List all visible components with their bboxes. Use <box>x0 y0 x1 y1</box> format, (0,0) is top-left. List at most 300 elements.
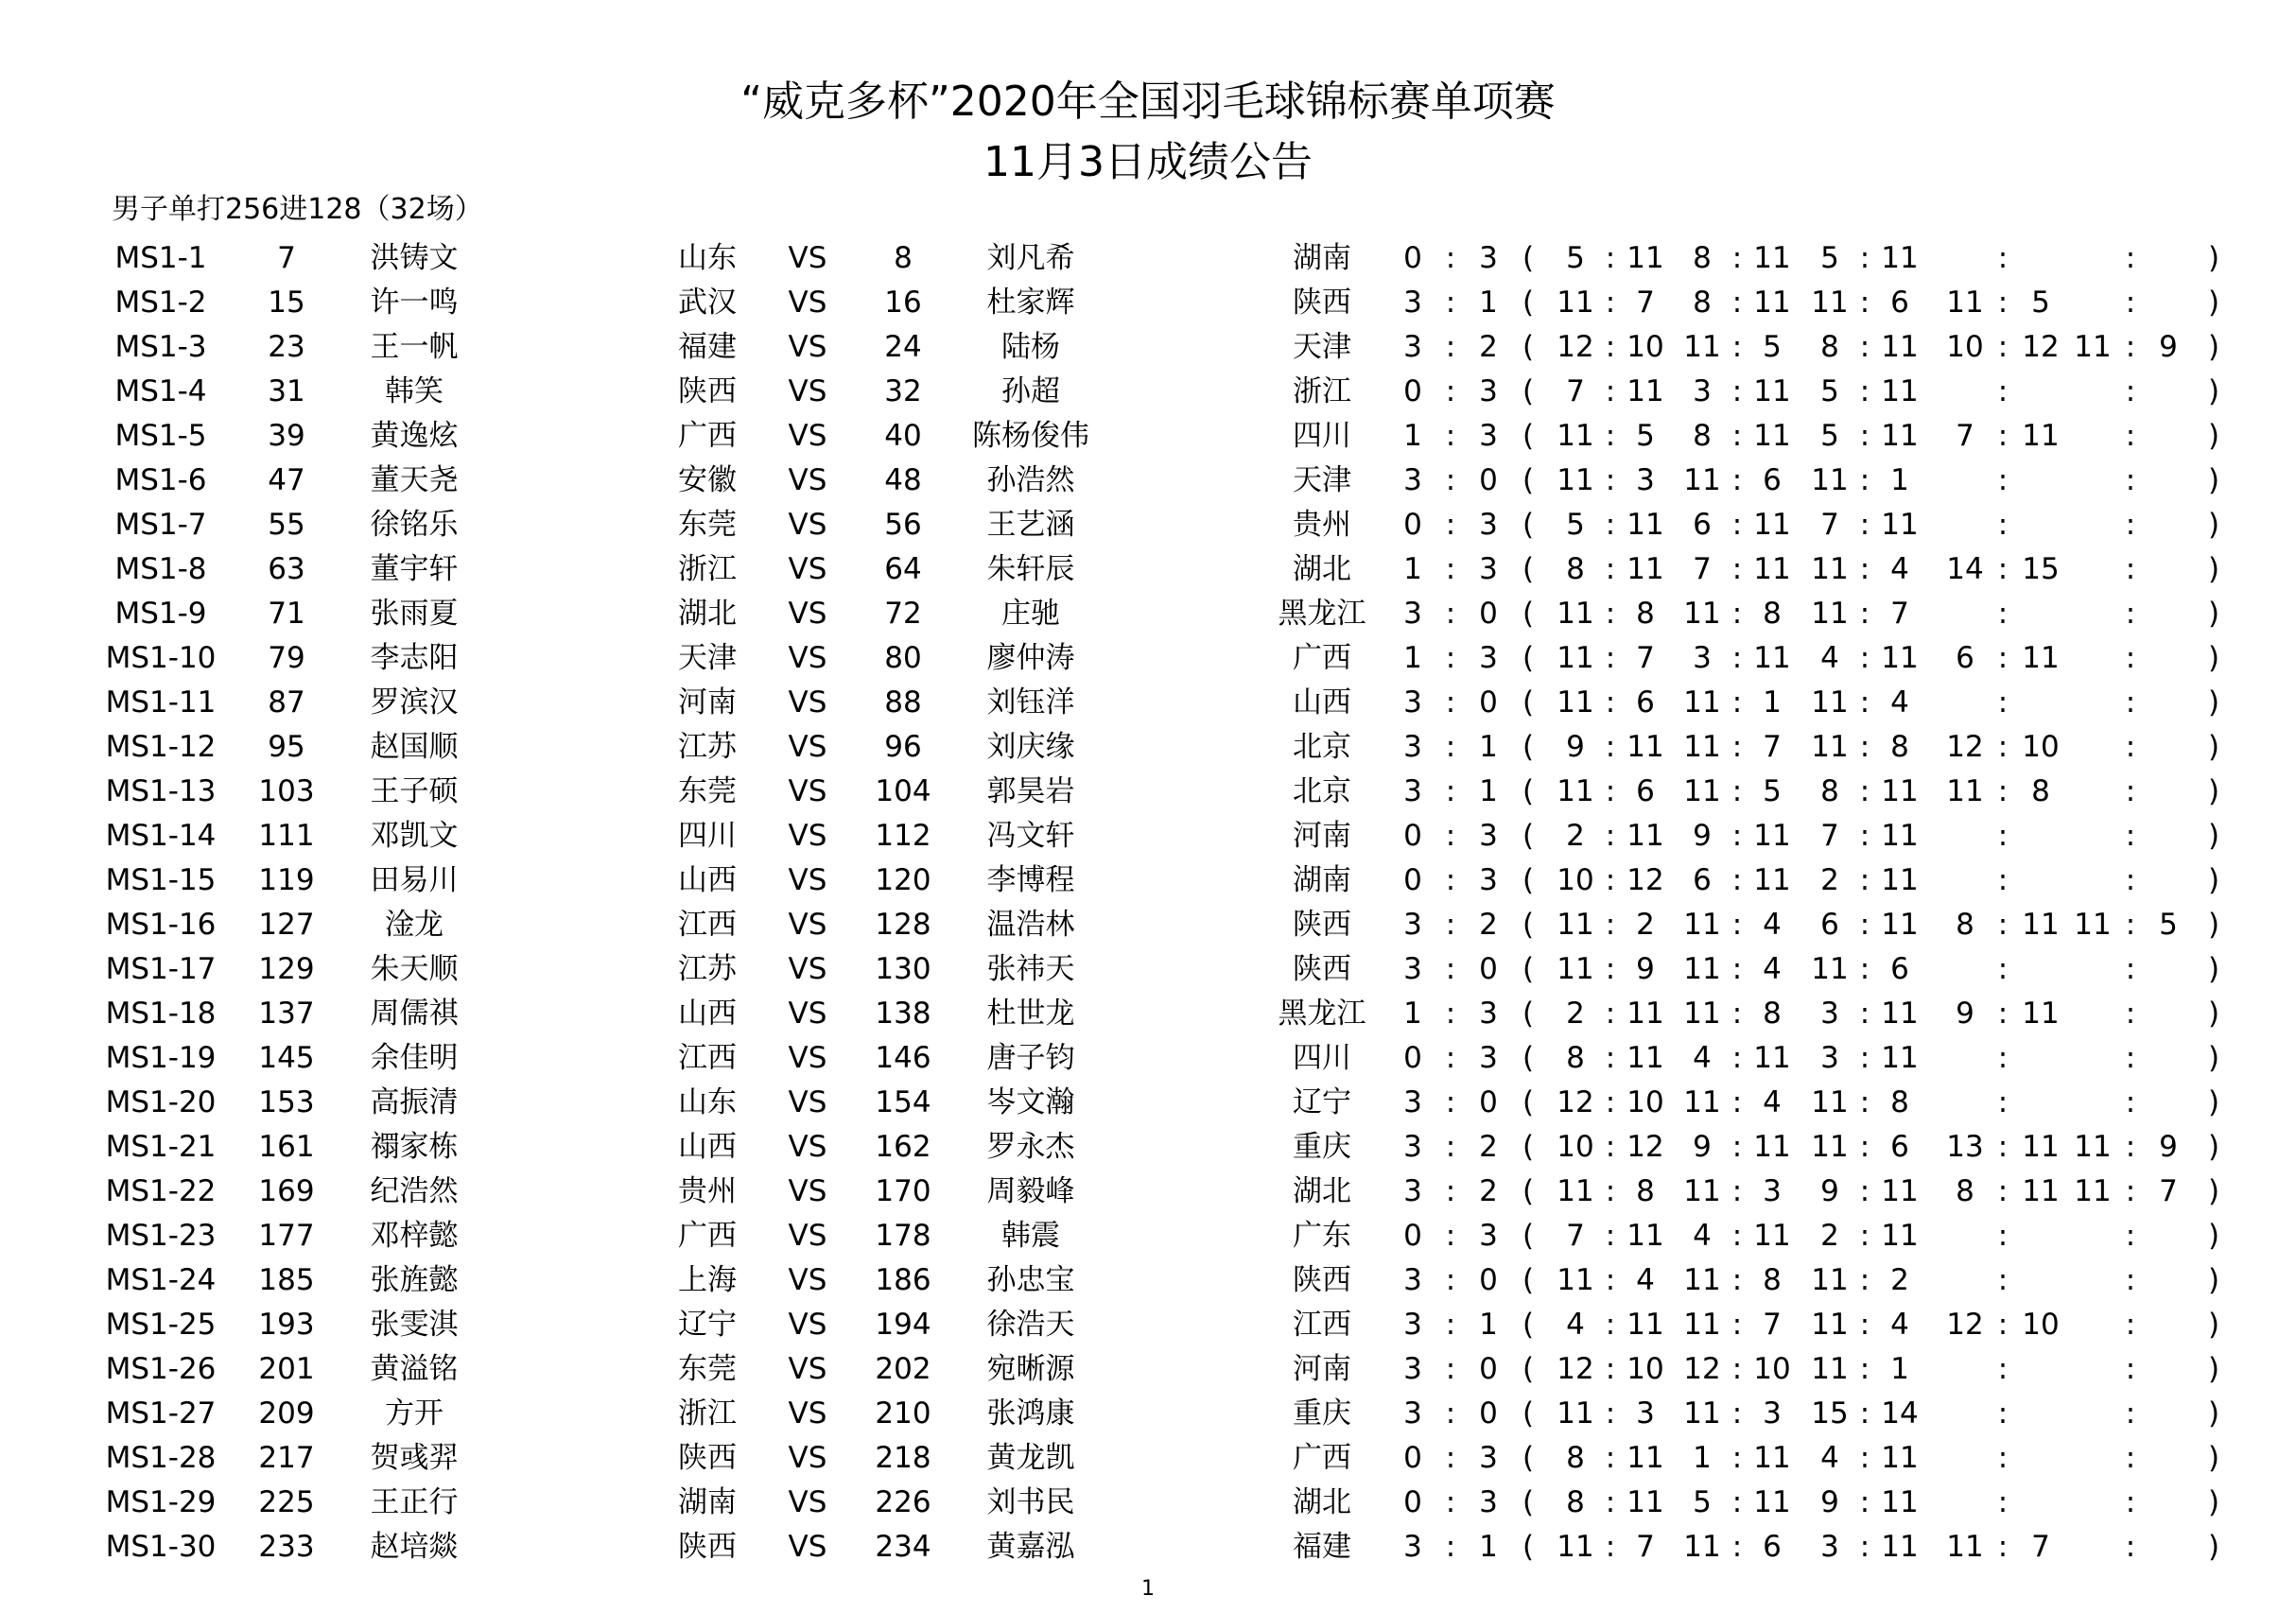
game-colon: : <box>1605 463 1616 497</box>
game-colon: : <box>2125 1352 2136 1386</box>
paren-open: ( <box>1522 286 1535 320</box>
player2-name: 韩震 <box>1001 1219 1060 1253</box>
player1-seed: 23 <box>268 330 305 364</box>
game-2-score-2: 10 <box>1753 1352 1791 1386</box>
match-score-2: 0 <box>1479 1263 1498 1297</box>
player1-seed: 209 <box>258 1396 315 1431</box>
game-3-score-2: 11 <box>1881 819 1919 853</box>
page-title: “威克多杯”2020年全国羽毛球锦标赛单项赛 <box>740 78 1556 126</box>
match-score-1: 0 <box>1403 1041 1422 1075</box>
player1-seed: 103 <box>258 774 315 808</box>
game-3-score-2: 11 <box>1881 997 1919 1031</box>
player1-team: 陕西 <box>678 1441 737 1475</box>
player2-name: 刘庆缘 <box>986 730 1075 764</box>
match-score-2: 2 <box>1479 908 1498 942</box>
game-2-score-1: 11 <box>1683 1530 1721 1564</box>
table-row <box>0 325 2296 370</box>
game-colon: : <box>2125 730 2136 764</box>
paren-open: ( <box>1522 1441 1535 1475</box>
game-4-score-2: 11 <box>2022 997 2060 1031</box>
player1-team: 河南 <box>678 685 737 720</box>
player2-seed: 226 <box>875 1485 931 1519</box>
game-colon: : <box>1605 730 1616 764</box>
game-colon: : <box>1731 685 1743 720</box>
player1-name: 董宇轩 <box>370 552 459 586</box>
match-id: MS1-1 <box>114 241 207 275</box>
game-1-score-1: 11 <box>1557 286 1594 320</box>
game-colon: : <box>1859 685 1870 720</box>
game-colon: : <box>1859 1263 1870 1297</box>
game-colon: : <box>2125 1174 2136 1208</box>
game-2-score-1: 11 <box>1683 1085 1721 1119</box>
game-3-score-1: 6 <box>1820 908 1839 942</box>
game-3-score-2: 6 <box>1890 286 1909 320</box>
game-colon: : <box>1997 463 2009 497</box>
game-4-score-2: 11 <box>2022 1130 2060 1164</box>
game-colon: : <box>1859 1130 1870 1164</box>
game-2-score-2: 11 <box>1753 819 1791 853</box>
match-score-2: 3 <box>1479 1041 1498 1075</box>
game-colon: : <box>1731 641 1743 675</box>
game-3-score-1: 4 <box>1820 641 1839 675</box>
player2-team: 广西 <box>1293 1441 1351 1475</box>
player2-seed: 186 <box>875 1263 931 1297</box>
table-row <box>0 681 2296 725</box>
match-score-2: 1 <box>1479 286 1498 320</box>
player2-seed: 72 <box>884 597 922 631</box>
game-3-score-2: 14 <box>1881 1396 1919 1431</box>
table-row <box>0 770 2296 814</box>
game-colon: : <box>2125 1219 2136 1253</box>
paren-close: ) <box>2207 1308 2220 1342</box>
game-colon: : <box>1731 374 1743 408</box>
player1-team: 广西 <box>678 1219 737 1253</box>
match-id: MS1-28 <box>105 1441 217 1475</box>
game-colon: : <box>1859 463 1870 497</box>
paren-open: ( <box>1522 552 1535 586</box>
match-id: MS1-15 <box>105 863 217 897</box>
match-score-1: 0 <box>1403 1441 1422 1475</box>
score-colon: : <box>1445 1174 1456 1208</box>
player1-name: 赵培燚 <box>370 1530 459 1564</box>
player1-name: 张雨夏 <box>370 597 459 631</box>
player2-team: 黑龙江 <box>1278 997 1366 1031</box>
game-colon: : <box>1605 508 1616 542</box>
vs-label: VS <box>788 1308 827 1342</box>
game-5-score-2: 5 <box>2159 908 2178 942</box>
game-4-score-1: 14 <box>1946 552 1984 586</box>
player1-name: 王子硕 <box>370 774 459 808</box>
vs-label: VS <box>788 597 827 631</box>
game-colon: : <box>1731 908 1743 942</box>
player1-team: 安徽 <box>678 463 737 497</box>
game-colon: : <box>1605 1441 1616 1475</box>
player2-name: 冯文轩 <box>986 819 1075 853</box>
player2-seed: 178 <box>875 1219 931 1253</box>
game-colon: : <box>1605 597 1616 631</box>
game-2-score-2: 4 <box>1763 908 1782 942</box>
game-3-score-2: 11 <box>1881 1530 1919 1564</box>
game-colon: : <box>1731 419 1743 453</box>
game-5-score-1: 11 <box>2074 908 2112 942</box>
game-3-score-2: 4 <box>1890 685 1909 720</box>
match-score-1: 3 <box>1403 774 1422 808</box>
game-colon: : <box>1731 1441 1743 1475</box>
player1-team: 山东 <box>678 1085 737 1119</box>
player1-team: 东莞 <box>678 1352 737 1386</box>
paren-close: ) <box>2207 641 2220 675</box>
game-colon: : <box>1605 1085 1616 1119</box>
match-id: MS1-10 <box>105 641 217 675</box>
game-1-score-2: 7 <box>1636 286 1655 320</box>
game-2-score-1: 9 <box>1693 1130 1712 1164</box>
player1-name: 禤家栋 <box>370 1130 459 1164</box>
score-colon: : <box>1445 1041 1456 1075</box>
game-1-score-1: 4 <box>1566 1308 1585 1342</box>
player1-team: 江西 <box>678 908 737 942</box>
vs-label: VS <box>788 1174 827 1208</box>
game-2-score-1: 11 <box>1683 952 1721 986</box>
player1-name: 黄溢铭 <box>370 1352 459 1386</box>
player1-name: 邓梓懿 <box>370 1219 459 1253</box>
table-row <box>0 903 2296 947</box>
game-colon: : <box>2125 819 2136 853</box>
game-colon: : <box>2125 774 2136 808</box>
game-colon: : <box>1731 1263 1743 1297</box>
game-1-score-1: 11 <box>1557 463 1594 497</box>
paren-close: ) <box>2207 774 2220 808</box>
game-colon: : <box>1731 1485 1743 1519</box>
score-colon: : <box>1445 330 1456 364</box>
player2-name: 杜家辉 <box>986 286 1075 320</box>
player1-team: 浙江 <box>678 1396 737 1431</box>
match-score-1: 3 <box>1403 597 1422 631</box>
game-colon: : <box>1859 997 1870 1031</box>
match-score-1: 0 <box>1403 1219 1422 1253</box>
vs-label: VS <box>788 1219 827 1253</box>
player2-name: 廖仲涛 <box>986 641 1075 675</box>
player2-team: 重庆 <box>1293 1396 1351 1431</box>
match-score-1: 1 <box>1403 552 1422 586</box>
game-1-score-1: 5 <box>1566 508 1585 542</box>
game-2-score-2: 11 <box>1753 863 1791 897</box>
player1-name: 王一帆 <box>370 330 459 364</box>
game-2-score-1: 11 <box>1683 1308 1721 1342</box>
game-4-score-1: 9 <box>1956 997 1974 1031</box>
match-score-2: 1 <box>1479 1308 1498 1342</box>
game-2-score-2: 8 <box>1763 1263 1782 1297</box>
game-colon: : <box>1731 508 1743 542</box>
paren-close: ) <box>2207 552 2220 586</box>
game-colon: : <box>1859 241 1870 275</box>
match-id: MS1-17 <box>105 952 217 986</box>
player2-seed: 88 <box>884 685 922 720</box>
player1-name: 徐铭乐 <box>370 508 459 542</box>
game-2-score-1: 6 <box>1693 863 1712 897</box>
paren-open: ( <box>1522 730 1535 764</box>
game-colon: : <box>1605 1352 1616 1386</box>
vs-label: VS <box>788 286 827 320</box>
game-colon: : <box>2125 1485 2136 1519</box>
player1-seed: 111 <box>258 819 315 853</box>
game-colon: : <box>2125 419 2136 453</box>
game-colon: : <box>1859 952 1870 986</box>
player2-name: 孙浩然 <box>986 463 1075 497</box>
player2-seed: 128 <box>875 908 931 942</box>
game-2-score-1: 12 <box>1683 1352 1721 1386</box>
game-2-score-1: 9 <box>1693 819 1712 853</box>
player1-team: 山西 <box>678 997 737 1031</box>
player1-name: 黄逸炫 <box>370 419 459 453</box>
player1-team: 山西 <box>678 1130 737 1164</box>
player2-name: 孙超 <box>1001 374 1060 408</box>
player2-name: 黄嘉泓 <box>986 1530 1075 1564</box>
game-2-score-2: 11 <box>1753 1485 1791 1519</box>
match-score-1: 3 <box>1403 1396 1422 1431</box>
game-1-score-2: 10 <box>1626 330 1664 364</box>
game-3-score-1: 11 <box>1811 730 1849 764</box>
game-5-score-1: 11 <box>2074 330 2112 364</box>
table-row <box>0 1081 2296 1125</box>
game-2-score-1: 8 <box>1693 286 1712 320</box>
paren-close: ) <box>2207 1174 2220 1208</box>
game-2-score-2: 4 <box>1763 952 1782 986</box>
player1-seed: 217 <box>258 1441 315 1475</box>
paren-close: ) <box>2207 1352 2220 1386</box>
game-4-score-1: 10 <box>1946 330 1984 364</box>
player1-seed: 153 <box>258 1085 315 1119</box>
paren-close: ) <box>2207 330 2220 364</box>
section-title: 男子单打256进128（32场） <box>112 193 483 226</box>
game-colon: : <box>1605 1130 1616 1164</box>
vs-label: VS <box>788 730 827 764</box>
match-score-2: 3 <box>1479 1485 1498 1519</box>
player1-name: 罗滨汉 <box>370 685 459 720</box>
game-colon: : <box>1605 908 1616 942</box>
game-1-score-2: 11 <box>1626 819 1664 853</box>
match-id: MS1-5 <box>114 419 207 453</box>
player1-team: 天津 <box>678 641 737 675</box>
game-3-score-1: 11 <box>1811 1352 1849 1386</box>
score-colon: : <box>1445 1263 1456 1297</box>
match-score-1: 3 <box>1403 330 1422 364</box>
game-colon: : <box>2125 1085 2136 1119</box>
match-score-2: 3 <box>1479 1441 1498 1475</box>
game-colon: : <box>2125 597 2136 631</box>
game-colon: : <box>1859 1352 1870 1386</box>
game-colon: : <box>2125 997 2136 1031</box>
vs-label: VS <box>788 419 827 453</box>
game-colon: : <box>1859 730 1870 764</box>
game-3-score-1: 11 <box>1811 1263 1849 1297</box>
game-colon: : <box>1859 330 1870 364</box>
player1-name: 张旌懿 <box>370 1263 459 1297</box>
game-colon: : <box>1605 1219 1616 1253</box>
game-colon: : <box>1997 374 2009 408</box>
player2-seed: 104 <box>875 774 931 808</box>
game-3-score-2: 8 <box>1890 730 1909 764</box>
game-3-score-2: 11 <box>1881 1174 1919 1208</box>
player1-seed: 79 <box>268 641 305 675</box>
game-1-score-2: 11 <box>1626 1308 1664 1342</box>
score-colon: : <box>1445 685 1456 720</box>
player1-team: 四川 <box>678 819 737 853</box>
game-colon: : <box>1605 863 1616 897</box>
score-colon: : <box>1445 1530 1456 1564</box>
game-colon: : <box>1605 1530 1616 1564</box>
game-2-score-1: 4 <box>1693 1041 1712 1075</box>
game-2-score-1: 5 <box>1693 1485 1712 1519</box>
match-id: MS1-18 <box>105 997 217 1031</box>
player1-name: 许一鸣 <box>370 286 459 320</box>
game-3-score-2: 11 <box>1881 908 1919 942</box>
player1-seed: 71 <box>268 597 305 631</box>
game-colon: : <box>2125 863 2136 897</box>
game-5-score-2: 9 <box>2159 1130 2178 1164</box>
game-4-score-2: 11 <box>2022 1174 2060 1208</box>
game-3-score-2: 11 <box>1881 1441 1919 1475</box>
table-row <box>0 1347 2296 1392</box>
game-1-score-2: 7 <box>1636 641 1655 675</box>
paren-open: ( <box>1522 1308 1535 1342</box>
game-colon: : <box>1605 1041 1616 1075</box>
game-3-score-2: 1 <box>1890 1352 1909 1386</box>
player2-team: 天津 <box>1293 463 1351 497</box>
game-4-score-1: 6 <box>1956 641 1974 675</box>
game-2-score-1: 11 <box>1683 1174 1721 1208</box>
game-colon: : <box>1605 1174 1616 1208</box>
game-colon: : <box>1731 774 1743 808</box>
score-colon: : <box>1445 419 1456 453</box>
game-1-score-1: 7 <box>1566 374 1585 408</box>
game-2-score-1: 6 <box>1693 508 1712 542</box>
player1-seed: 233 <box>258 1530 315 1564</box>
player1-team: 山西 <box>678 863 737 897</box>
game-1-score-1: 11 <box>1557 419 1594 453</box>
player1-seed: 185 <box>258 1263 315 1297</box>
score-colon: : <box>1445 1085 1456 1119</box>
match-id: MS1-2 <box>114 286 207 320</box>
score-colon: : <box>1445 1308 1456 1342</box>
paren-open: ( <box>1522 419 1535 453</box>
paren-close: ) <box>2207 463 2220 497</box>
player2-team: 湖南 <box>1293 863 1351 897</box>
game-3-score-2: 11 <box>1881 774 1919 808</box>
game-1-score-2: 12 <box>1626 1130 1664 1164</box>
game-1-score-2: 5 <box>1636 419 1655 453</box>
game-colon: : <box>2125 1441 2136 1475</box>
game-2-score-1: 4 <box>1693 1219 1712 1253</box>
game-2-score-2: 11 <box>1753 1041 1791 1075</box>
game-colon: : <box>1859 1174 1870 1208</box>
game-colon: : <box>1605 286 1616 320</box>
player1-name: 张雯淇 <box>370 1308 459 1342</box>
player2-name: 张祎天 <box>986 952 1075 986</box>
game-colon: : <box>1859 819 1870 853</box>
game-2-score-1: 3 <box>1693 374 1712 408</box>
match-score-2: 0 <box>1479 685 1498 720</box>
game-colon: : <box>2125 1396 2136 1431</box>
player1-team: 广西 <box>678 419 737 453</box>
player1-seed: 119 <box>258 863 315 897</box>
game-colon: : <box>1731 552 1743 586</box>
game-colon: : <box>1859 1485 1870 1519</box>
game-1-score-1: 8 <box>1566 1041 1585 1075</box>
player1-seed: 47 <box>268 463 305 497</box>
match-score-1: 0 <box>1403 241 1422 275</box>
match-score-2: 2 <box>1479 330 1498 364</box>
game-3-score-1: 9 <box>1820 1485 1839 1519</box>
game-1-score-2: 8 <box>1636 597 1655 631</box>
game-2-score-1: 3 <box>1693 641 1712 675</box>
game-3-score-1: 11 <box>1811 286 1849 320</box>
paren-open: ( <box>1522 952 1535 986</box>
match-id: MS1-13 <box>105 774 217 808</box>
player2-name: 李博程 <box>986 863 1075 897</box>
player2-seed: 138 <box>875 997 931 1031</box>
paren-open: ( <box>1522 508 1535 542</box>
game-2-score-2: 11 <box>1753 419 1791 453</box>
player1-seed: 7 <box>277 241 296 275</box>
paren-open: ( <box>1522 774 1535 808</box>
game-colon: : <box>1731 1396 1743 1431</box>
game-3-score-1: 11 <box>1811 597 1849 631</box>
game-3-score-1: 3 <box>1820 1041 1839 1075</box>
vs-label: VS <box>788 1352 827 1386</box>
player2-seed: 202 <box>875 1352 931 1386</box>
player2-seed: 210 <box>875 1396 931 1431</box>
paren-open: ( <box>1522 1396 1535 1431</box>
game-3-score-2: 11 <box>1881 1041 1919 1075</box>
match-score-1: 3 <box>1403 1352 1422 1386</box>
table-row <box>0 459 2296 503</box>
game-3-score-2: 11 <box>1881 1219 1919 1253</box>
match-id: MS1-22 <box>105 1174 217 1208</box>
score-colon: : <box>1445 508 1456 542</box>
match-score-2: 3 <box>1479 552 1498 586</box>
player2-team: 四川 <box>1293 1041 1351 1075</box>
player2-name: 岑文瀚 <box>986 1085 1075 1119</box>
table-row <box>0 1436 2296 1481</box>
game-1-score-1: 11 <box>1557 1396 1594 1431</box>
game-1-score-1: 7 <box>1566 1219 1585 1253</box>
paren-open: ( <box>1522 1130 1535 1164</box>
match-score-1: 3 <box>1403 1130 1422 1164</box>
game-4-score-2: 12 <box>2022 330 2060 364</box>
game-2-score-2: 11 <box>1753 641 1791 675</box>
match-score-1: 3 <box>1403 286 1422 320</box>
game-3-score-1: 11 <box>1811 552 1849 586</box>
game-2-score-2: 8 <box>1763 597 1782 631</box>
game-3-score-2: 11 <box>1881 330 1919 364</box>
player2-seed: 48 <box>884 463 922 497</box>
vs-label: VS <box>788 908 827 942</box>
match-id: MS1-14 <box>105 819 217 853</box>
game-2-score-1: 11 <box>1683 1263 1721 1297</box>
game-2-score-1: 11 <box>1683 774 1721 808</box>
game-4-score-2: 15 <box>2022 552 2060 586</box>
table-row <box>0 414 2296 459</box>
player1-team: 山东 <box>678 241 737 275</box>
game-colon: : <box>1997 1396 2009 1431</box>
player1-team: 陕西 <box>678 374 737 408</box>
game-3-score-2: 8 <box>1890 1085 1909 1119</box>
game-2-score-2: 8 <box>1763 997 1782 1031</box>
game-colon: : <box>1859 1530 1870 1564</box>
vs-label: VS <box>788 774 827 808</box>
player1-seed: 15 <box>268 286 305 320</box>
player2-seed: 96 <box>884 730 922 764</box>
